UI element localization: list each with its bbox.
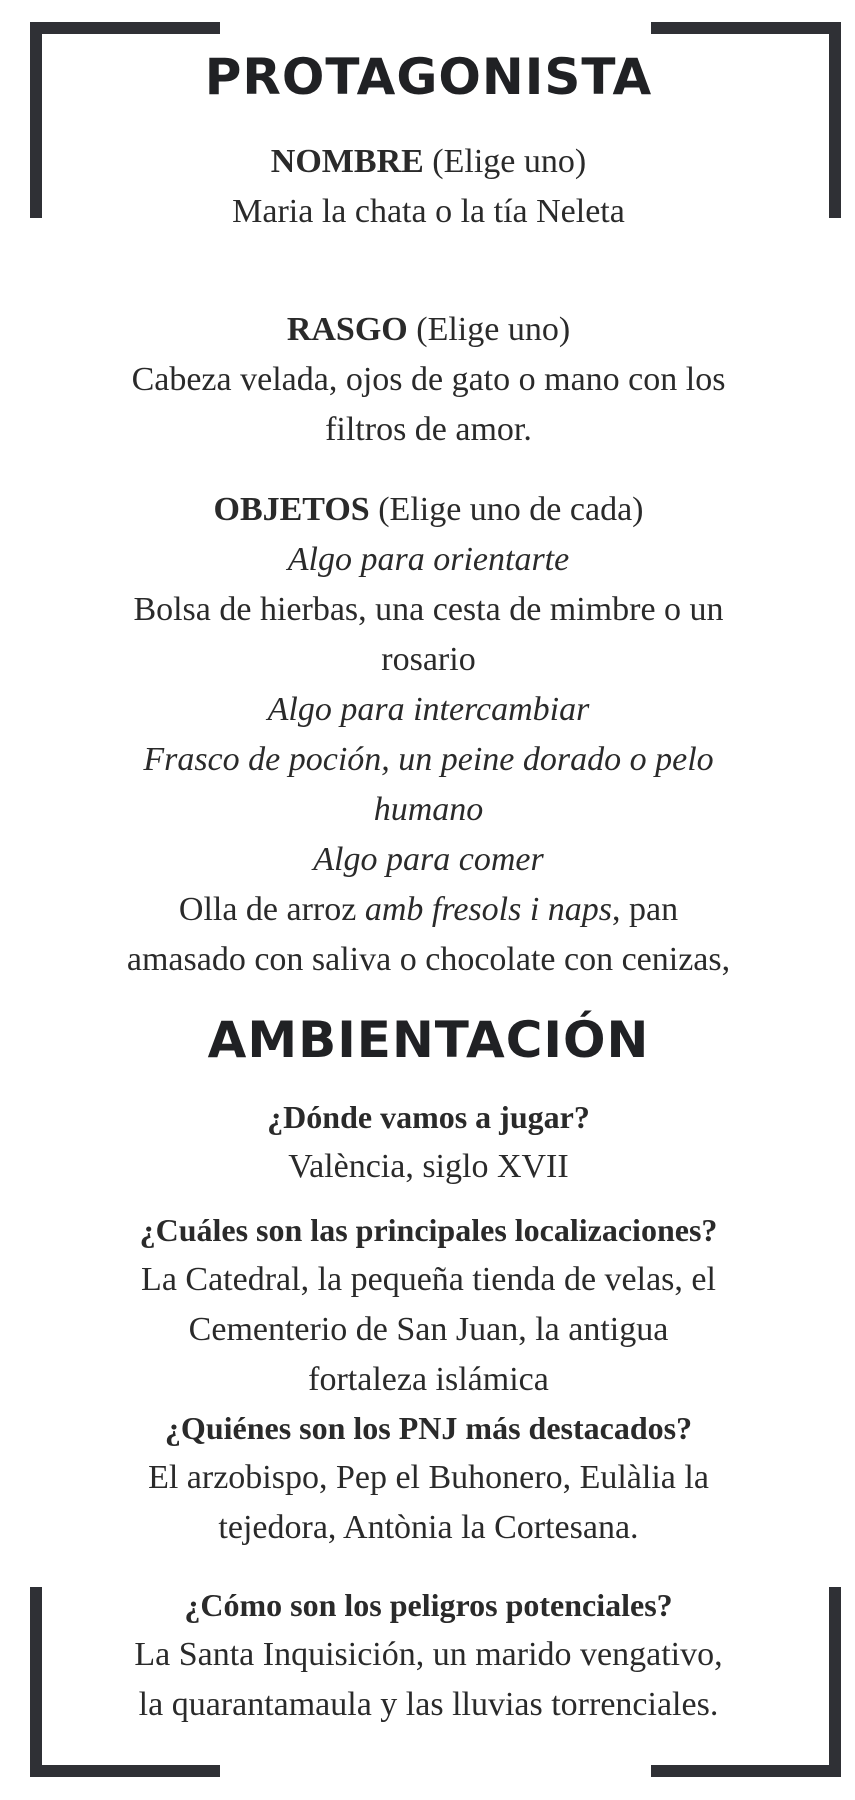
pnj-section — [70, 1403, 787, 1553]
rasgo-title — [70, 305, 787, 355]
intercambiar-line-1: Frasco de poción, un peine dorado o pelo — [143, 741, 714, 778]
comer-line-1-italic: amb fresols i naps — [364, 891, 613, 928]
peligros-line-2: la quarantamaula y las lluvias torrenciales. — [138, 1686, 719, 1723]
intercambiar-line-2: humano — [373, 791, 484, 828]
rasgo-label: RASGO — [286, 311, 408, 348]
localizaciones-line-2: Cementerio de San Juan, la antigua — [188, 1311, 669, 1348]
intercambiar-label: Algo para intercambiar — [267, 691, 590, 728]
nombre-section — [70, 137, 787, 237]
localizaciones-section — [70, 1205, 787, 1405]
rasgo-section — [70, 305, 787, 455]
localizaciones-line-3: fortaleza islámica — [308, 1361, 549, 1398]
rasgo-hint: (Elige uno) — [407, 311, 571, 348]
peligros-section — [70, 1580, 787, 1730]
orientar-line-1: Bolsa de hierbas, una cesta de mimbre o un — [133, 591, 724, 628]
peligros-question: ¿Cómo son los peligros potenciales? — [184, 1587, 673, 1623]
objetos-section — [70, 485, 787, 985]
donde-answer: València, siglo XVII — [288, 1148, 569, 1185]
objetos-hint: (Elige uno de cada) — [369, 491, 644, 528]
donde-question: ¿Dónde vamos a jugar? — [267, 1099, 590, 1135]
pnj-line-1: El arzobispo, Pep el Buhonero, Eulàlia la — [148, 1459, 709, 1496]
comer-line-1 — [70, 885, 787, 935]
nombre-title — [70, 137, 787, 187]
nombre-value: Maria la chata o la tía Neleta — [232, 193, 625, 230]
peligros-line-1: La Santa Inquisición, un marido vengativo, — [134, 1636, 723, 1673]
rasgo-line-1: Cabeza velada, ojos de gato o mano con los — [131, 361, 726, 398]
donde-section — [70, 1092, 787, 1192]
comer-line-1-a: Olla de arroz — [178, 891, 365, 928]
protagonista-heading: PROTAGONISTA — [204, 48, 653, 106]
nombre-label: NOMBRE — [270, 143, 424, 180]
comer-label: Algo para comer — [313, 841, 544, 878]
nombre-hint: (Elige uno) — [423, 143, 587, 180]
pnj-question: ¿Quiénes son los PNJ más destacados? — [164, 1410, 693, 1446]
localizaciones-line-1: La Catedral, la pequeña tienda de velas, el — [141, 1261, 716, 1298]
orientar-line-2: rosario — [381, 641, 476, 678]
comer-line-1-c: , pan — [612, 891, 679, 928]
localizaciones-question: ¿Cuáles son las principales localizaciones? — [139, 1212, 718, 1248]
pnj-line-2: tejedora, Antònia la Cortesana. — [218, 1509, 639, 1546]
ambientacion-heading: AMBIENTACIÓN — [207, 1011, 650, 1069]
rasgo-line-2: filtros de amor. — [325, 411, 532, 448]
comer-line-2: amasado con saliva o chocolate con cenizas, — [126, 941, 731, 978]
objetos-title — [70, 485, 787, 535]
objetos-label: OBJETOS — [213, 491, 370, 528]
orientar-label: Algo para orientarte — [287, 541, 570, 578]
